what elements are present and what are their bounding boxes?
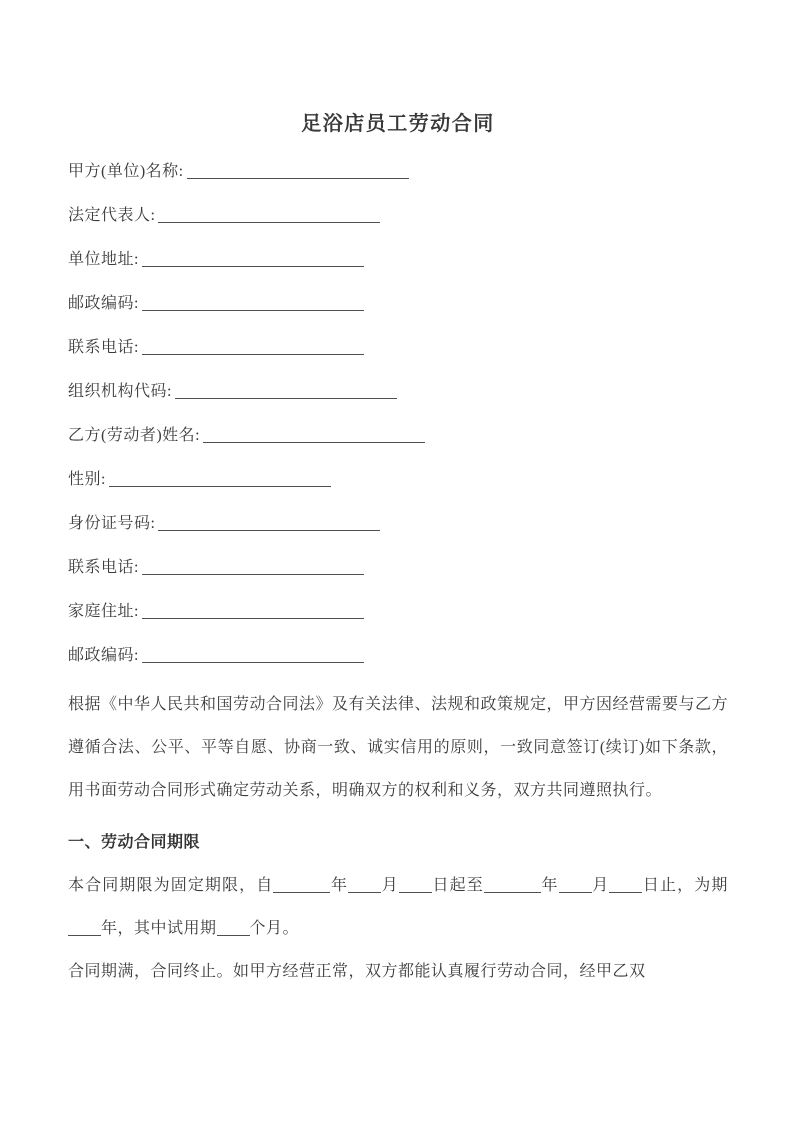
term-text: 日止，为期: [642, 877, 728, 894]
blank-line: [158, 512, 380, 531]
term-text: 个月。: [249, 920, 300, 937]
blank-line: [142, 336, 364, 355]
document-content: [68, 0, 728, 993]
field-label: 邮政编码:: [68, 647, 139, 664]
blank-line: [187, 160, 409, 179]
field-label: 联系电话:: [68, 559, 139, 576]
blank-line: [142, 248, 364, 267]
field-label: 法定代表人:: [68, 207, 156, 224]
blank-line: [158, 204, 380, 223]
field-label: 邮政编码:: [68, 295, 139, 312]
field-row-postal-code-a: [68, 282, 728, 326]
blank-line: [175, 380, 397, 399]
blank-line: [217, 919, 250, 936]
blank-line: [142, 292, 364, 311]
blank-line: [273, 876, 330, 893]
renewal-paragraph: 合同期满，合同终止。如甲方经营正常，双方都能认真履行劳动合同，经甲乙双: [68, 963, 646, 980]
field-label: 性别:: [68, 471, 106, 488]
term-text: 年: [330, 877, 349, 894]
blank-line: [609, 876, 642, 893]
blank-line: [484, 876, 541, 893]
blank-line: [142, 600, 364, 619]
field-row-org-code: [68, 370, 728, 414]
field-row-postal-code-b: [68, 634, 728, 678]
field-label: 单位地址:: [68, 251, 139, 268]
field-label: 家庭住址:: [68, 603, 139, 620]
blank-line: [142, 556, 364, 575]
blank-line: [142, 644, 364, 663]
blank-line: [109, 468, 331, 487]
field-row-legal-representative: [68, 194, 728, 238]
term-text: 月: [381, 877, 399, 894]
field-row-gender: [68, 458, 728, 502]
term-text: 年: [540, 877, 559, 894]
term-text: 本合同期限为固定期限，自: [68, 877, 274, 894]
term-text: 年，其中试用期: [101, 920, 217, 937]
blank-line: [559, 876, 592, 893]
blank-line: [68, 919, 101, 936]
field-label: 联系电话:: [68, 339, 139, 356]
blank-line: [348, 876, 381, 893]
blank-line: [203, 424, 425, 443]
field-row-unit-address: [68, 238, 728, 282]
field-row-party-a-name: [68, 150, 728, 194]
term-text: 日起至: [431, 877, 484, 894]
term-text: 月: [591, 877, 610, 894]
section1-heading: 一、劳动合同期限: [68, 834, 201, 851]
contract-term-paragraph: [68, 864, 728, 950]
field-label: 身份证号码:: [68, 515, 156, 532]
field-row-phone-b: [68, 546, 728, 590]
blank-line: [399, 876, 432, 893]
field-row-id-number: [68, 502, 728, 546]
field-row-party-b-name: [68, 414, 728, 458]
intro-paragraph: 根据《中华人民共和国劳动合同法》及有关法律、法规和政策规定，甲方因经营需要与乙方遵循合法、公平、平等自愿、协商一致、诚实信用的原则，一致同意签订(续订)如下条款，用书面劳动合同形式确定劳动关系，明确双方的权利和义务，双方共同遵照执行。: [68, 696, 729, 799]
field-label: 乙方(劳动者)姓名:: [68, 427, 201, 444]
field-row-home-address: [68, 590, 728, 634]
document-title: 足浴店员工劳动合同: [301, 113, 495, 135]
field-label: 组织机构代码:: [68, 383, 172, 400]
field-row-phone-a: [68, 326, 728, 370]
field-label: 甲方(单位)名称:: [68, 163, 184, 180]
contract-header-fields: [68, 150, 728, 678]
